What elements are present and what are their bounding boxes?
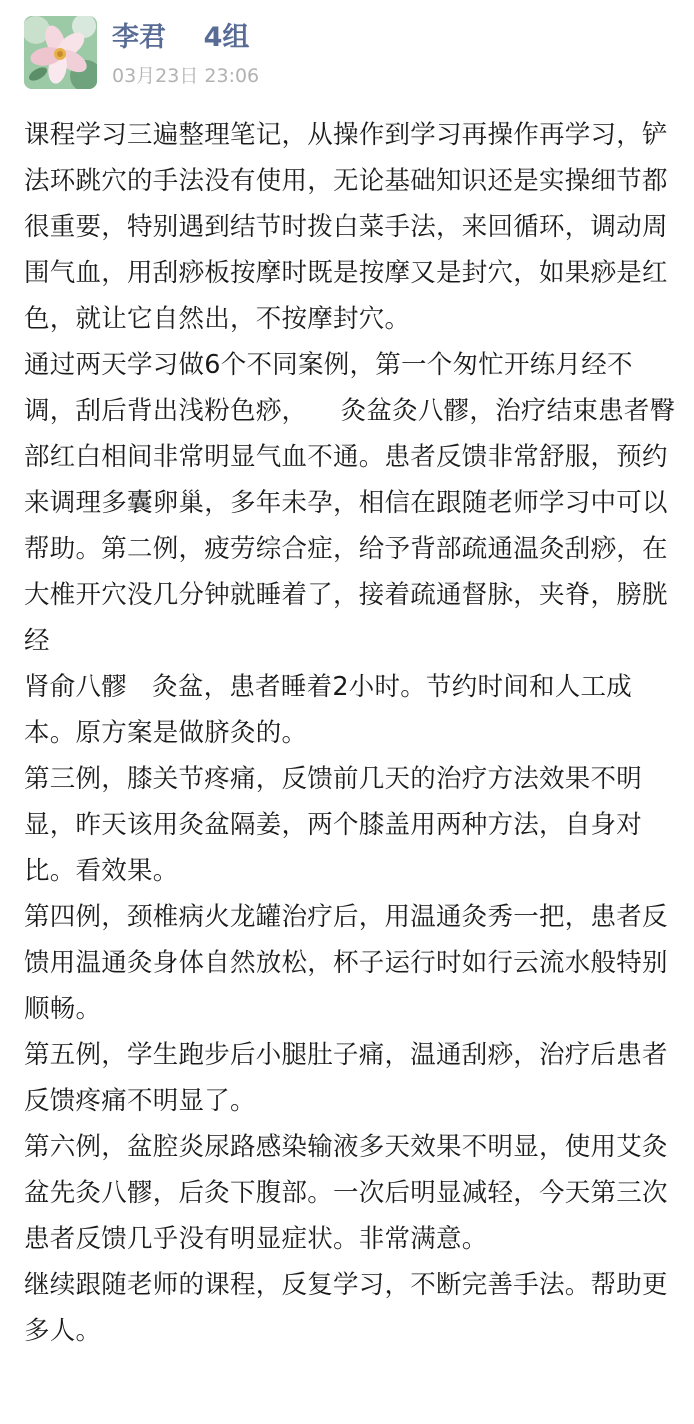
post-paragraph: 通过两天学习做6个不同案例，第一个匆忙开练月经不调，刮后背出浅粉色痧， 灸盆灸八髎，治疗结束患者臀部红白相间非常明显气血不通。患者反馈非常舒服，预约来调理多囊卵巢，多年未孕，相信在跟随老师学习中可以帮助。第二例，疲劳综合症，给予背部疏通温灸刮痧，在大椎开穴没几分钟就睡着了，接着疏通督脉，夹脊，膀胱经: [24, 350, 676, 656]
author-name[interactable]: 李君 4组: [112, 22, 250, 53]
post-paragraph: 肾俞八髎 灸盆，患者睡着2小时。节约时间和人工成本。原方案是做脐灸的。: [24, 672, 633, 748]
post-paragraph: 第六例，盆腔炎尿路感染输液多天效果不明显，使用艾灸盆先灸八髎，后灸下腹部。一次后明显减轻，今天第三次患者反馈几乎没有明显症状。非常满意。: [24, 1132, 668, 1254]
post-timestamp: 03月23日 23:06: [112, 65, 260, 87]
flower-photo-avatar-icon: [24, 16, 97, 89]
post-body: [24, 112, 679, 1354]
post-paragraph: 课程学习三遍整理笔记，从操作到学习再操作再学习，铲法环跳穴的手法没有使用，无论基础知识还是实操细节都很重要，特别遇到结节时拨白菜手法，来回循环，调动周围气血，用刮痧板按摩时既是按摩又是封穴，如果痧是红色，就让它自然出，不按摩封穴。: [24, 120, 668, 334]
post-paragraph: 继续跟随老师的课程，反复学习，不断完善手法。帮助更多人。: [24, 1270, 668, 1346]
avatar[interactable]: [24, 16, 97, 89]
post-header: [24, 16, 674, 92]
post-paragraph: 第四例，颈椎病火龙罐治疗后，用温通灸秀一把，患者反馈用温通灸身体自然放松，杯子运行时如行云流水般特别顺畅。: [24, 902, 668, 1024]
post-paragraph: 第五例，学生跑步后小腿肚子痛，温通刮痧，治疗后患者反馈疼痛不明显了。: [24, 1040, 668, 1116]
post-paragraph: 第三例，膝关节疼痛，反馈前几天的治疗方法效果不明显，昨天该用灸盆隔姜，两个膝盖用两种方法，自身对比。看效果。: [24, 764, 643, 886]
